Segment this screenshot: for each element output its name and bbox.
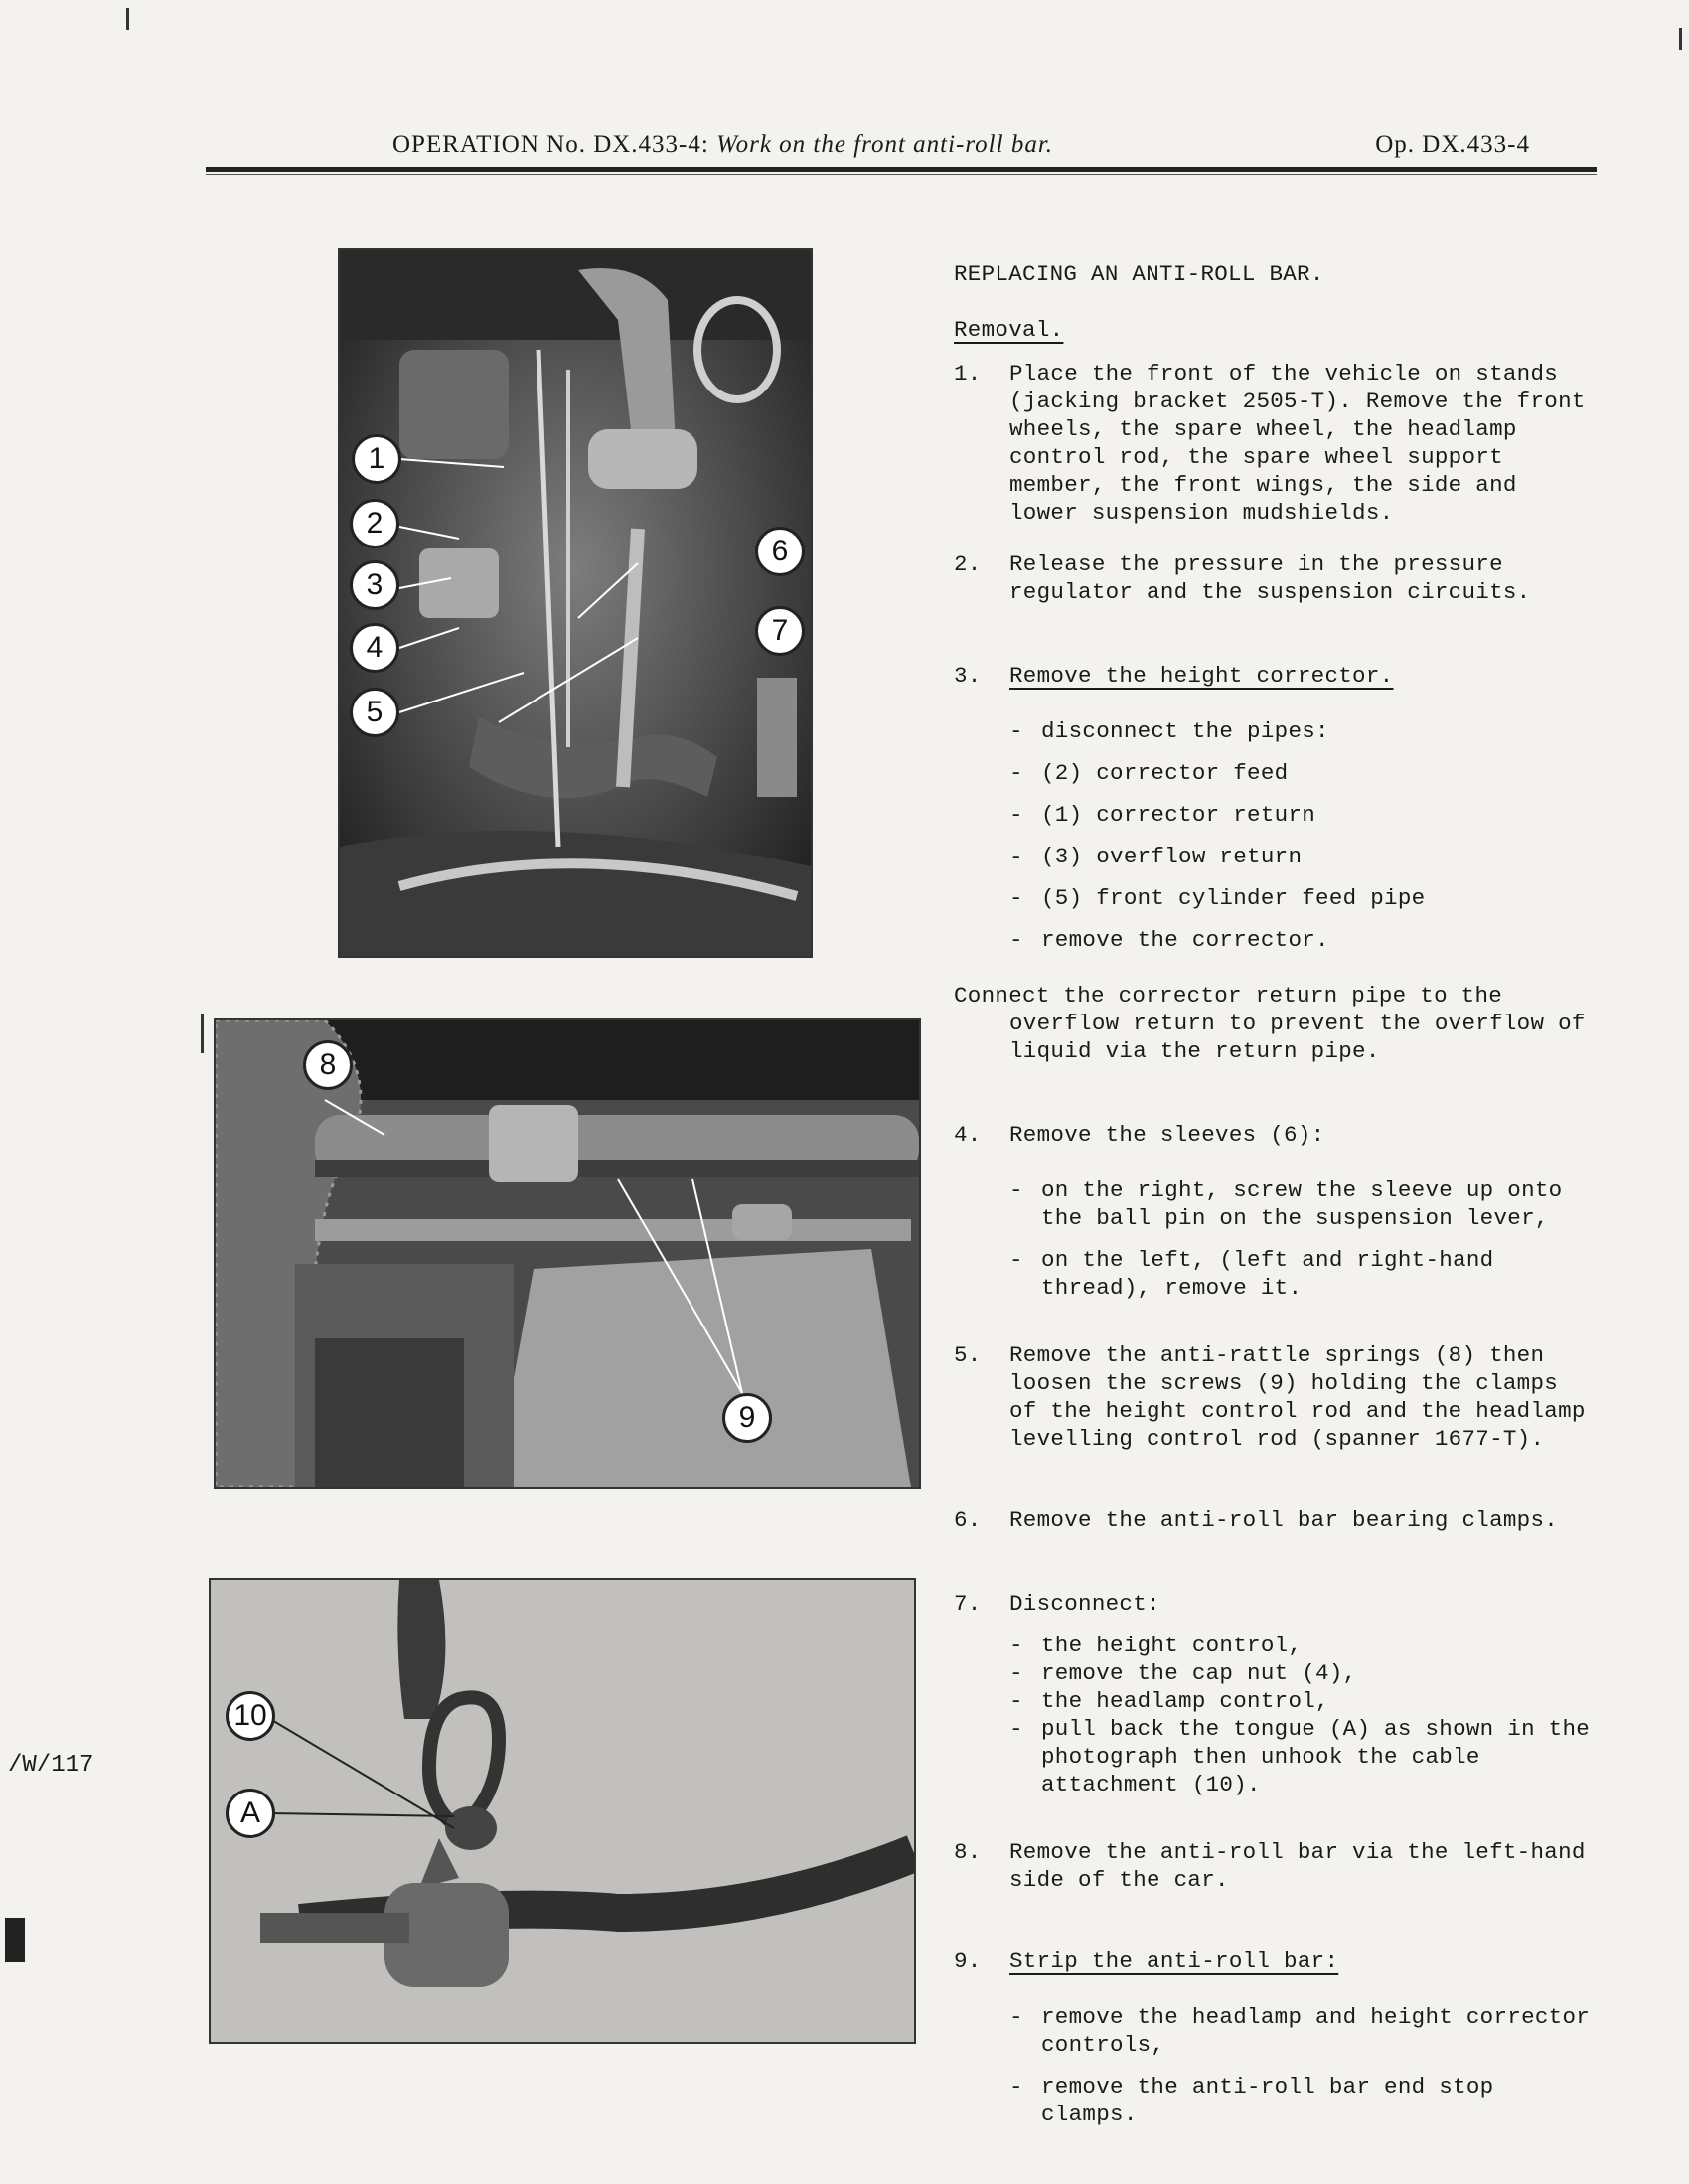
header-rule-thin [206,174,1597,175]
step-4-text: Remove the sleeves (6): [1009,1122,1325,1148]
scan-mark [126,8,129,30]
callout-3: 3 [350,560,399,610]
subsection-removal: Removal. [954,317,1064,343]
step-1-text: Place the front of the vehicle on stands (jacking bracket 2505-T). Remove the front wheels, the spare wheel, the headlamp control rod, the spare wheel support member, the front wings, the side and lower suspension mudshields. [1009,361,1586,526]
callout-5: 5 [350,688,399,737]
step-5-text: Remove the anti-rattle springs (8) then loosen the screws (9) holding the clamps of the height control rod and the headlamp levelling control rod (spanner 1677-T). [1009,1342,1586,1452]
callout-8: 8 [303,1040,353,1090]
photo-anti-roll-bar-clamps [214,1018,921,1489]
callout-10: 10 [226,1691,275,1741]
callout-6: 6 [755,527,805,576]
photo-margin-tick [201,1014,204,1053]
operation-label: OPERATION No. DX.433-4: [392,131,709,158]
section-title: REPLACING AN ANTI-ROLL BAR. [954,261,1324,287]
step-9-text: Strip the anti-roll bar: [1009,1949,1339,1974]
step-9-number: 9. [954,1949,982,1974]
callout-2: 2 [350,499,399,548]
callout-a: A [226,1789,275,1838]
photo-cable-attachment [209,1578,916,2044]
step-7-number: 7. [954,1591,982,1617]
operation-title: Work on the front anti-roll bar. [716,131,1054,158]
step-8-number: 8. [954,1839,982,1865]
step-2-number: 2. [954,551,982,577]
photo-height-corrector [338,248,813,958]
margin-page-code: /W/117 [8,1752,94,1779]
callout-7: 7 [755,606,805,656]
step-5-number: 5. [954,1342,982,1368]
photo-anti-roll-bar-clamps-image [216,1020,919,1487]
binding-mark [5,1918,25,1962]
operation-ref: Op. DX.433-4 [1375,131,1530,158]
photo-height-corrector-image [340,250,811,956]
callout-1: 1 [352,434,401,484]
step-3-number: 3. [954,663,982,689]
step-1-number: 1. [954,361,982,387]
step-8-text: Remove the anti-roll bar via the left-hand side of the car. [1009,1839,1586,1893]
header-rule [206,167,1597,172]
note-text: Connect the corrector return pipe to the overflow return to prevent the overflow of liquid via the return pipe. [954,983,1586,1064]
callout-4: 4 [350,623,399,673]
operation-header [392,131,1053,159]
step-6-number: 6. [954,1507,982,1533]
step-3-text: Remove the height corrector. [1009,663,1394,689]
step-4-number: 4. [954,1122,982,1148]
note-connect-return [954,982,1590,1065]
text-column: REPLACING AN ANTI-ROLL BAR. Removal. 1. Place the front of the vehicle on stands (jacking bracket 2505-T). Remove the front wheels, the spare wheel, the headlamp control rod, the spare wheel support member, the front wings, the side and lower suspension mudshields. 2. Release the pressure in the pressure regulator and the suspension circuits. 3. Remove the height corrector. - disconnect the pipes: - (2) corrector feed - (1) corrector return - (3) overflow return - (5) front cylinder feed pipe - remove the corrector. Connect the corrector return pipe to the overflow return to prevent the overflow of liquid via the return pipe. 4. Remove the sleeves (6): - on the right, screw the sleeve up onto the ball pin on the suspension lever, - on the left, (left and right-hand thread), remove it. 5. Remove the anti-rattle springs (8) then loosen the screws (9) holding the clamps of the height control rod and the headlamp levelling control rod (spanner 1677-T). 6. Remove the anti-roll bar bearing clamps. 7. Disconnect: - the height control, - remove the cap nut (4), - the headlamp control, - pull back the tongue (A) as shown in the photograph then unhook the cable attachment (10). 8. Remove the anti-roll bar via the left-hand side of the car. 9. Strip the anti-roll bar: - remove the headlamp and height corrector controls, - remove the anti-roll bar end stop clamps. [954,261,1591,2127]
scan-mark [1679,28,1682,50]
step-7-text: Disconnect: [1009,1591,1160,1617]
step-2-text: Release the pressure in the pressure regulator and the suspension circuits. [1009,551,1531,605]
step-6-text: Remove the anti-roll bar bearing clamps. [1009,1507,1559,1533]
callout-9: 9 [722,1393,772,1443]
photo-cable-attachment-image [211,1580,914,2042]
